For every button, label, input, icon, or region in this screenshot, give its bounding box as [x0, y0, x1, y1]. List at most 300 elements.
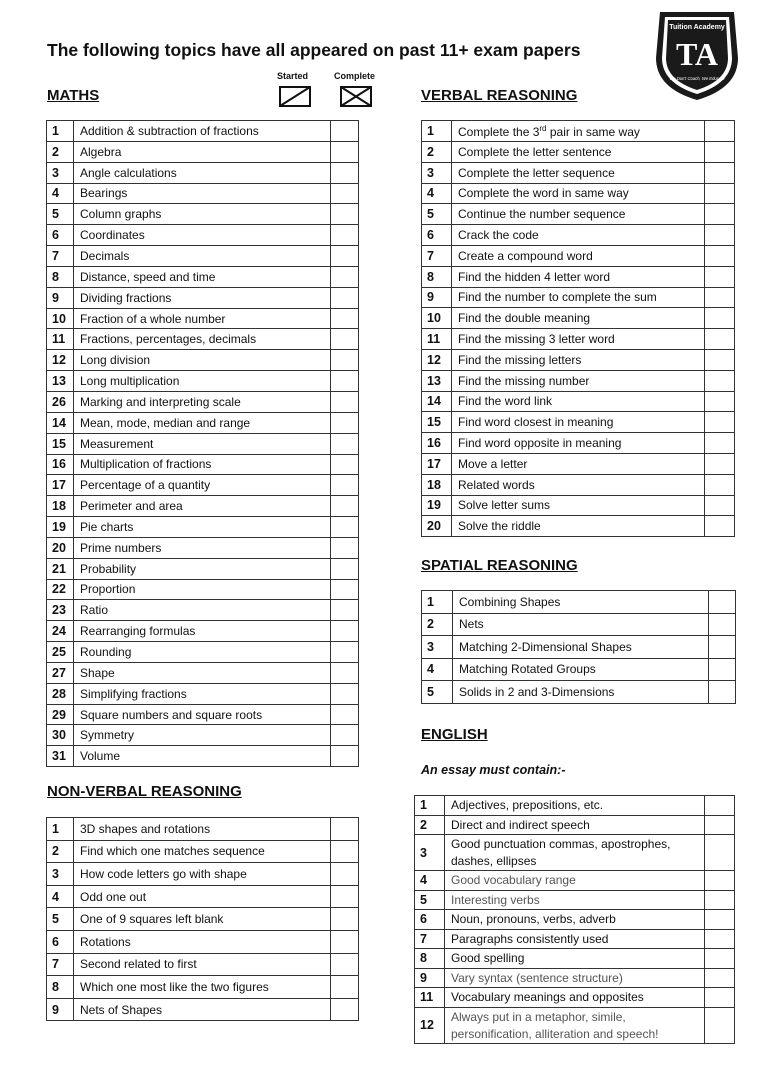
row-topic: Rearranging formulas [74, 621, 331, 642]
row-number: 15 [47, 433, 74, 454]
checkbox-cell[interactable] [331, 840, 359, 863]
checkbox-cell[interactable] [331, 818, 359, 841]
row-number: 4 [415, 871, 445, 891]
row-topic: Measurement [74, 433, 331, 454]
maths-heading: MATHS [47, 87, 100, 104]
table-row [422, 183, 735, 204]
row-topic: Adjectives, prepositions, etc. [445, 796, 705, 816]
table-row [422, 433, 735, 454]
verbal-table [421, 120, 735, 537]
table-row [47, 162, 359, 183]
checkbox-cell[interactable] [331, 908, 359, 931]
table-row [47, 930, 359, 953]
row-number: 3 [47, 863, 74, 886]
row-number: 9 [47, 287, 74, 308]
checkbox-cell[interactable] [331, 350, 359, 371]
row-number: 10 [422, 308, 452, 329]
checkbox-cell[interactable] [709, 658, 736, 681]
row-number: 29 [47, 704, 74, 725]
checkbox-cell[interactable] [331, 998, 359, 1021]
row-topic: Bearings [74, 183, 331, 204]
checkbox-cell[interactable] [331, 517, 359, 538]
row-topic: Prime numbers [74, 537, 331, 558]
checkbox-cell[interactable] [705, 910, 735, 930]
row-number: 11 [415, 988, 445, 1008]
table-row [422, 287, 735, 308]
checkbox-cell[interactable] [705, 890, 735, 910]
table-row [47, 818, 359, 841]
table-row [47, 266, 359, 287]
table-row [47, 517, 359, 538]
checkbox-cell[interactable] [705, 308, 735, 329]
table-row [47, 683, 359, 704]
checkbox-cell[interactable] [705, 142, 735, 163]
row-number: 2 [422, 142, 452, 163]
row-number: 26 [47, 391, 74, 412]
row-topic: Create a compound word [452, 245, 705, 266]
table-row [47, 746, 359, 767]
checkbox-cell[interactable] [705, 495, 735, 516]
row-number: 1 [415, 796, 445, 816]
table-row [47, 840, 359, 863]
row-topic: Coordinates [74, 225, 331, 246]
row-topic: Volume [74, 746, 331, 767]
row-topic: Always put in a metaphor, simile, personification, alliteration and speech! [445, 1007, 705, 1043]
row-number: 6 [415, 910, 445, 930]
checkbox-cell[interactable] [331, 621, 359, 642]
checkbox-cell[interactable] [705, 949, 735, 969]
table-row [415, 910, 735, 930]
legend-complete-label: Complete [334, 71, 376, 81]
row-number: 16 [422, 433, 452, 454]
row-number: 8 [47, 976, 74, 999]
row-topic: Paragraphs consistently used [445, 929, 705, 949]
row-topic: Pie charts [74, 517, 331, 538]
table-row [422, 453, 735, 474]
logo-slogan: We Don't Coach, We Educate [669, 76, 725, 81]
row-number: 16 [47, 454, 74, 475]
logo-name: Tuition Academy [669, 24, 725, 31]
checkbox-cell[interactable] [705, 516, 735, 537]
table-row [47, 287, 359, 308]
row-topic: Simplifying fractions [74, 683, 331, 704]
row-number: 12 [415, 1007, 445, 1043]
checkbox-cell[interactable] [331, 953, 359, 976]
table-row [422, 516, 735, 537]
row-number: 28 [47, 683, 74, 704]
row-number: 1 [47, 818, 74, 841]
table-row [422, 474, 735, 495]
table-row [415, 815, 735, 835]
checkbox-cell[interactable] [331, 308, 359, 329]
topic-text-after: pair in same way [546, 124, 640, 139]
checkbox-cell[interactable] [331, 204, 359, 225]
row-number: 12 [422, 349, 452, 370]
table-row [422, 391, 735, 412]
checkbox-cell[interactable] [331, 412, 359, 433]
table-row [47, 725, 359, 746]
checkbox-cell[interactable] [709, 591, 736, 614]
row-number: 7 [47, 246, 74, 267]
spatial-table [421, 590, 736, 704]
row-number: 5 [422, 204, 452, 225]
row-topic: Find the missing letters [452, 349, 705, 370]
row-number: 31 [47, 746, 74, 767]
checkbox-cell[interactable] [705, 1007, 735, 1043]
table-row [422, 121, 735, 142]
row-number: 9 [422, 287, 452, 308]
row-number: 15 [422, 412, 452, 433]
nvr-heading: NON-VERBAL REASONING [47, 783, 242, 800]
row-topic: Rotations [74, 930, 331, 953]
checkbox-cell[interactable] [709, 613, 736, 636]
row-number: 4 [422, 658, 453, 681]
row-topic: Solids in 2 and 3-Dimensions [453, 681, 709, 704]
checkbox-cell[interactable] [705, 370, 735, 391]
checkbox-cell[interactable] [331, 725, 359, 746]
row-topic: Interesting verbs [445, 890, 705, 910]
row-topic: Angle calculations [74, 162, 331, 183]
table-row [47, 183, 359, 204]
row-number: 3 [415, 835, 445, 871]
table-row [47, 475, 359, 496]
row-topic [452, 121, 705, 142]
table-row [47, 433, 359, 454]
topic-superscript: rd [539, 123, 547, 133]
row-number: 13 [47, 371, 74, 392]
row-topic: Addition & subtraction of fractions [74, 121, 331, 142]
row-number: 5 [422, 681, 453, 704]
legend-started-label: Started [277, 71, 309, 81]
table-row [415, 949, 735, 969]
row-number: 9 [415, 968, 445, 988]
row-number: 10 [47, 308, 74, 329]
checkbox-cell[interactable] [331, 930, 359, 953]
checkbox-cell[interactable] [705, 988, 735, 1008]
checkbox-cell[interactable] [331, 863, 359, 886]
row-topic: Find the missing number [452, 370, 705, 391]
checkbox-cell[interactable] [705, 204, 735, 225]
row-topic: Noun, pronouns, verbs, adverb [445, 910, 705, 930]
checkbox-cell[interactable] [705, 474, 735, 495]
row-topic: Distance, speed and time [74, 266, 331, 287]
row-number: 30 [47, 725, 74, 746]
row-number: 3 [422, 162, 452, 183]
checkbox-cell[interactable] [331, 976, 359, 999]
table-row [422, 495, 735, 516]
checkbox-cell[interactable] [705, 287, 735, 308]
row-topic: Odd one out [74, 885, 331, 908]
row-topic: Percentage of a quantity [74, 475, 331, 496]
row-number: 4 [47, 885, 74, 908]
row-number: 1 [47, 121, 74, 142]
table-row [47, 141, 359, 162]
checkbox-cell[interactable] [331, 496, 359, 517]
row-topic: Related words [452, 474, 705, 495]
table-row [47, 350, 359, 371]
table-row [422, 349, 735, 370]
checkbox-cell[interactable] [331, 329, 359, 350]
row-topic: Fractions, percentages, decimals [74, 329, 331, 350]
row-topic: Column graphs [74, 204, 331, 225]
table-row [422, 245, 735, 266]
row-topic: Which one most like the two figures [74, 976, 331, 999]
nvr-table [46, 817, 359, 1021]
checkbox-cell[interactable] [331, 391, 359, 412]
complete-symbol-icon [340, 86, 374, 108]
checkbox-cell[interactable] [705, 121, 735, 142]
checkbox-cell[interactable] [331, 433, 359, 454]
table-row [422, 329, 735, 350]
row-topic: Complete the letter sequence [452, 162, 705, 183]
row-topic: Find word opposite in meaning [452, 433, 705, 454]
row-topic: Perimeter and area [74, 496, 331, 517]
row-number: 13 [422, 370, 452, 391]
table-row [47, 412, 359, 433]
table-row [47, 496, 359, 517]
row-topic: Find word closest in meaning [452, 412, 705, 433]
row-number: 19 [422, 495, 452, 516]
table-row [422, 412, 735, 433]
checkbox-cell[interactable] [705, 349, 735, 370]
checkbox-cell[interactable] [331, 183, 359, 204]
tuition-academy-logo [652, 8, 742, 104]
row-number: 2 [47, 840, 74, 863]
maths-table-body [47, 121, 359, 767]
checkbox-cell[interactable] [331, 121, 359, 142]
table-row [415, 890, 735, 910]
table-row [47, 454, 359, 475]
row-topic: Solve the riddle [452, 516, 705, 537]
checkbox-cell[interactable] [331, 266, 359, 287]
checkbox-cell[interactable] [705, 183, 735, 204]
row-topic: Long multiplication [74, 371, 331, 392]
checkbox-cell[interactable] [705, 815, 735, 835]
english-heading: ENGLISH [421, 726, 488, 743]
row-number: 6 [47, 225, 74, 246]
row-topic: 3D shapes and rotations [74, 818, 331, 841]
table-row [422, 658, 736, 681]
checkbox-cell[interactable] [705, 391, 735, 412]
checkbox-cell[interactable] [331, 683, 359, 704]
row-number: 11 [422, 329, 452, 350]
table-row [47, 704, 359, 725]
table-row [415, 835, 735, 871]
row-number: 1 [422, 121, 452, 142]
table-row [422, 204, 735, 225]
row-number: 23 [47, 600, 74, 621]
row-topic: Solve letter sums [452, 495, 705, 516]
checkbox-cell[interactable] [331, 371, 359, 392]
checkbox-cell[interactable] [331, 600, 359, 621]
checkbox-cell[interactable] [705, 871, 735, 891]
logo-initials: TA [675, 36, 719, 72]
row-topic: Find the number to complete the sum [452, 287, 705, 308]
checkbox-cell[interactable] [705, 225, 735, 246]
table-row [415, 968, 735, 988]
table-row [47, 121, 359, 142]
row-number: 19 [47, 517, 74, 538]
row-topic: Matching Rotated Groups [453, 658, 709, 681]
checkbox-cell[interactable] [705, 453, 735, 474]
checkbox-cell[interactable] [705, 266, 735, 287]
checkbox-cell[interactable] [705, 929, 735, 949]
row-number: 18 [422, 474, 452, 495]
verbal-heading: VERBAL REASONING [421, 87, 578, 104]
checkbox-cell[interactable] [705, 796, 735, 816]
table-row [422, 636, 736, 659]
row-topic: Marking and interpreting scale [74, 391, 331, 412]
row-topic: Rounding [74, 642, 331, 663]
row-topic: Good punctuation commas, apostrophes, dashes, ellipses [445, 835, 705, 871]
row-number: 27 [47, 662, 74, 683]
table-row [422, 613, 736, 636]
page-title: The following topics have all appeared on past 11+ exam papers [47, 40, 581, 60]
checkbox-cell[interactable] [705, 245, 735, 266]
table-row [415, 988, 735, 1008]
checkbox-cell[interactable] [331, 162, 359, 183]
english-intro: An essay must contain:- [421, 763, 566, 777]
checkbox-cell[interactable] [709, 681, 736, 704]
checkbox-cell[interactable] [709, 636, 736, 659]
checkbox-cell[interactable] [331, 141, 359, 162]
checkbox-cell[interactable] [705, 329, 735, 350]
checkbox-cell[interactable] [331, 475, 359, 496]
checkbox-cell[interactable] [331, 885, 359, 908]
table-row [47, 953, 359, 976]
table-row [422, 370, 735, 391]
checkbox-cell[interactable] [705, 835, 735, 871]
checkbox-cell[interactable] [331, 287, 359, 308]
row-topic: Nets [453, 613, 709, 636]
row-number: 18 [47, 496, 74, 517]
row-topic: Long division [74, 350, 331, 371]
table-row [415, 1007, 735, 1043]
row-topic: Proportion [74, 579, 331, 600]
row-number: 2 [422, 613, 453, 636]
row-topic: Ratio [74, 600, 331, 621]
checkbox-cell[interactable] [331, 537, 359, 558]
checkbox-cell[interactable] [331, 704, 359, 725]
table-row [47, 558, 359, 579]
table-row [47, 579, 359, 600]
row-topic: Good spelling [445, 949, 705, 969]
row-number: 24 [47, 621, 74, 642]
row-number: 20 [47, 537, 74, 558]
row-number: 7 [422, 245, 452, 266]
nvr-table-body [47, 818, 359, 1021]
row-number: 3 [47, 162, 74, 183]
started-symbol-icon [279, 86, 313, 108]
row-topic: Find the word link [452, 391, 705, 412]
checkbox-cell[interactable] [705, 412, 735, 433]
table-row [47, 998, 359, 1021]
row-topic: Crack the code [452, 225, 705, 246]
checkbox-cell[interactable] [331, 746, 359, 767]
checkbox-cell[interactable] [331, 642, 359, 663]
row-number: 7 [47, 953, 74, 976]
checkbox-cell[interactable] [705, 433, 735, 454]
row-number: 11 [47, 329, 74, 350]
topic-text-before: Complete the 3 [458, 124, 540, 139]
english-table-body [415, 796, 735, 1044]
table-row [47, 863, 359, 886]
row-topic: Vary syntax (sentence structure) [445, 968, 705, 988]
checkbox-cell[interactable] [705, 968, 735, 988]
table-row [422, 591, 736, 614]
row-topic: One of 9 squares left blank [74, 908, 331, 931]
row-topic: Nets of Shapes [74, 998, 331, 1021]
spatial-heading: SPATIAL REASONING [421, 557, 578, 574]
row-number: 5 [415, 890, 445, 910]
english-table [414, 795, 735, 1044]
row-number: 17 [422, 453, 452, 474]
table-row [47, 662, 359, 683]
row-number: 12 [47, 350, 74, 371]
row-topic: Direct and indirect speech [445, 815, 705, 835]
checkbox-cell[interactable] [331, 454, 359, 475]
table-row [47, 391, 359, 412]
table-row [422, 681, 736, 704]
row-topic: Dividing fractions [74, 287, 331, 308]
row-number: 5 [47, 908, 74, 931]
row-number: 4 [47, 183, 74, 204]
table-row [47, 600, 359, 621]
row-topic: Find the missing 3 letter word [452, 329, 705, 350]
checkbox-cell[interactable] [331, 558, 359, 579]
checkbox-cell[interactable] [705, 162, 735, 183]
table-row [47, 225, 359, 246]
table-row [47, 885, 359, 908]
checkbox-cell[interactable] [331, 579, 359, 600]
table-row [415, 796, 735, 816]
row-number: 17 [47, 475, 74, 496]
row-topic: Second related to first [74, 953, 331, 976]
table-row [422, 162, 735, 183]
row-number: 1 [422, 591, 453, 614]
row-topic: Continue the number sequence [452, 204, 705, 225]
row-number: 8 [47, 266, 74, 287]
checkbox-cell[interactable] [331, 225, 359, 246]
row-topic: Probability [74, 558, 331, 579]
row-number: 6 [47, 930, 74, 953]
table-row [415, 871, 735, 891]
row-topic: Mean, mode, median and range [74, 412, 331, 433]
row-number: 8 [422, 266, 452, 287]
row-topic: Combining Shapes [453, 591, 709, 614]
row-number: 14 [47, 412, 74, 433]
row-number: 14 [422, 391, 452, 412]
row-number: 2 [415, 815, 445, 835]
table-row [422, 266, 735, 287]
maths-table [46, 120, 359, 767]
checkbox-cell[interactable] [331, 246, 359, 267]
table-row [47, 642, 359, 663]
verbal-table-body [422, 121, 735, 537]
row-topic: Move a letter [452, 453, 705, 474]
row-number: 2 [47, 141, 74, 162]
row-topic: Shape [74, 662, 331, 683]
table-row [47, 204, 359, 225]
row-number: 7 [415, 929, 445, 949]
row-topic: Symmetry [74, 725, 331, 746]
row-topic: Complete the word in same way [452, 183, 705, 204]
row-topic: Vocabulary meanings and opposites [445, 988, 705, 1008]
row-topic: Multiplication of fractions [74, 454, 331, 475]
row-number: 5 [47, 204, 74, 225]
checkbox-cell[interactable] [331, 662, 359, 683]
row-number: 3 [422, 636, 453, 659]
